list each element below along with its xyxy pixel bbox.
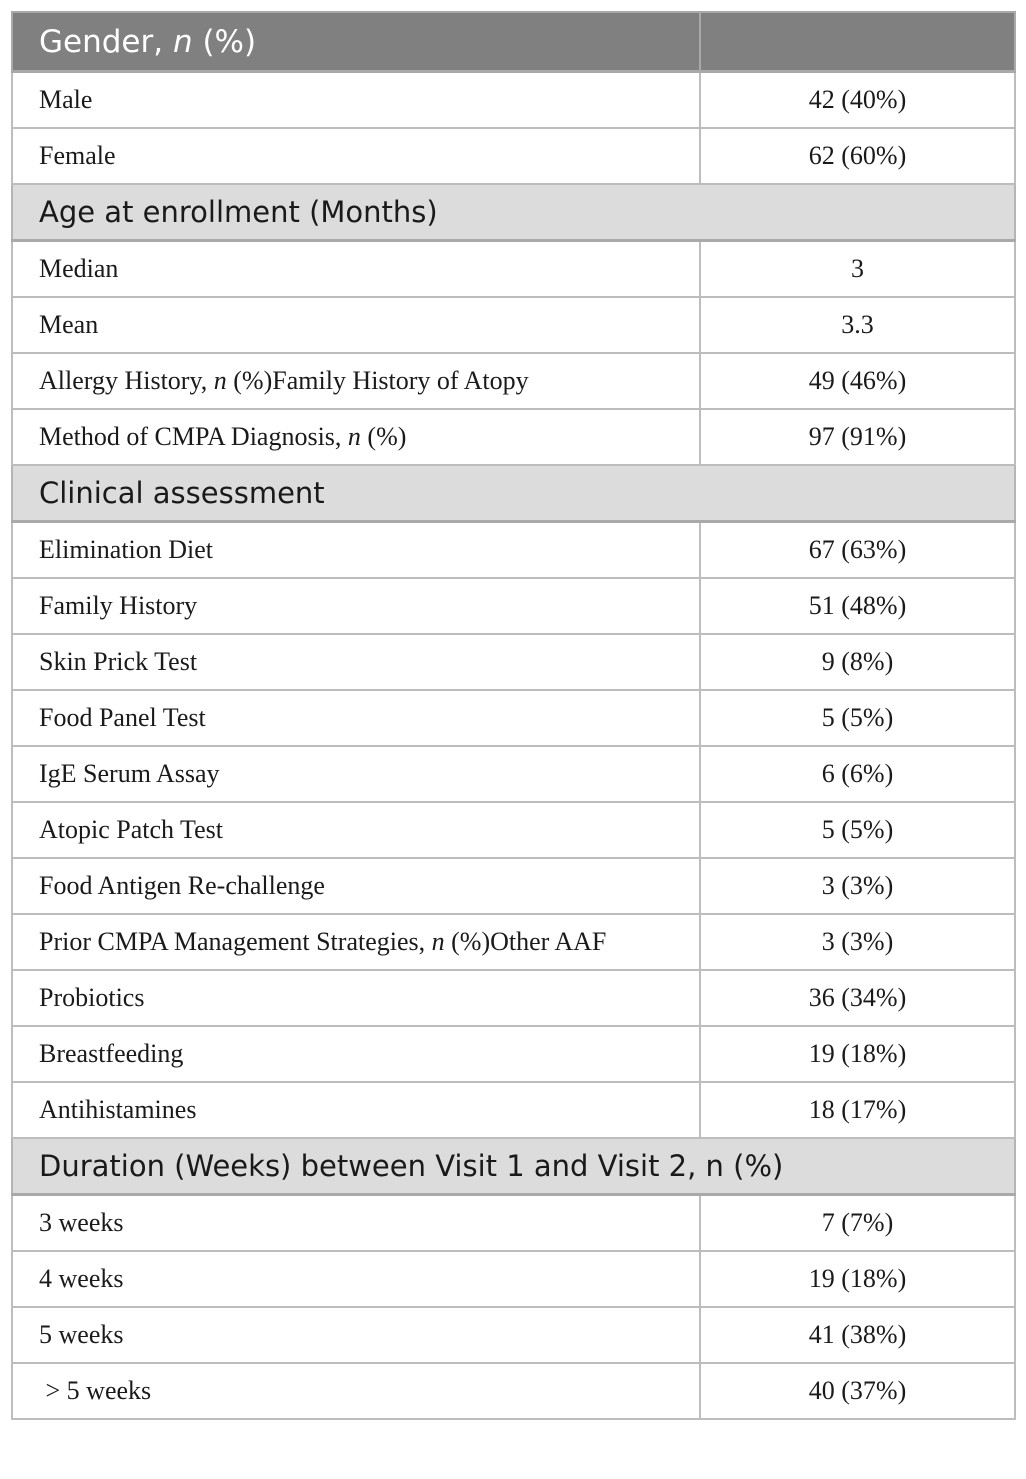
row-label-part: Allergy History,: [39, 366, 214, 395]
table-row: [12, 1026, 1015, 1082]
table-row: [12, 858, 1015, 914]
section-title: Age at enrollment (Months): [12, 184, 1015, 241]
table-row: [12, 1195, 1015, 1252]
header-label-cell: [12, 12, 700, 72]
row-value: 9 (8%): [700, 634, 1015, 690]
row-label-n: n: [213, 366, 227, 395]
table-row: [12, 970, 1015, 1026]
table-row: [12, 409, 1015, 465]
row-value: 3 (3%): [700, 914, 1015, 970]
header-label-prefix: Gender,: [39, 23, 173, 60]
row-label-n: n: [347, 422, 361, 451]
row-value: 18 (17%): [700, 1082, 1015, 1138]
header-value-cell: [700, 12, 1015, 72]
row-label: Antihistamines: [12, 1082, 700, 1138]
section-title: Clinical assessment: [12, 465, 1015, 522]
row-label: 4 weeks: [12, 1251, 700, 1307]
row-label: Elimination Diet: [12, 522, 700, 579]
row-value: 41 (38%): [700, 1307, 1015, 1363]
row-value: 51 (48%): [700, 578, 1015, 634]
row-value: 97 (91%): [700, 409, 1015, 465]
demographics-table-container: [11, 11, 1014, 1420]
table-row: [12, 914, 1015, 970]
row-label-part: Prior CMPA Management Strategies,: [39, 927, 432, 956]
row-label: [12, 353, 700, 409]
demographics-table: [11, 11, 1016, 1420]
row-label: Male: [12, 72, 700, 129]
row-value: 49 (46%): [700, 353, 1015, 409]
row-label: Breastfeeding: [12, 1026, 700, 1082]
row-value: 19 (18%): [700, 1026, 1015, 1082]
section-header-duration: [12, 1138, 1015, 1195]
row-value: 40 (37%): [700, 1363, 1015, 1419]
row-label: Female: [12, 128, 700, 184]
table-row: [12, 578, 1015, 634]
row-value: 36 (34%): [700, 970, 1015, 1026]
table-row: [12, 634, 1015, 690]
row-label: Food Panel Test: [12, 690, 700, 746]
row-label: Probiotics: [12, 970, 700, 1026]
row-value: 67 (63%): [700, 522, 1015, 579]
row-value: 7 (7%): [700, 1195, 1015, 1252]
table-row: [12, 690, 1015, 746]
section-header-age: [12, 184, 1015, 241]
row-label-n: n: [431, 927, 445, 956]
row-value: 19 (18%): [700, 1251, 1015, 1307]
row-label: 5 weeks: [12, 1307, 700, 1363]
header-label-suffix: (%): [192, 23, 257, 60]
row-label-part: (%): [360, 422, 407, 451]
row-label: Mean: [12, 297, 700, 353]
row-value: 3 (3%): [700, 858, 1015, 914]
table-row: [12, 1363, 1015, 1419]
row-value: 6 (6%): [700, 746, 1015, 802]
table-row: [12, 1251, 1015, 1307]
row-label: [12, 914, 700, 970]
table-row: [12, 353, 1015, 409]
table-row: [12, 241, 1015, 298]
row-label: > 5 weeks: [12, 1363, 700, 1419]
table-row: [12, 72, 1015, 129]
table-row: [12, 1307, 1015, 1363]
section-header-clinical: [12, 465, 1015, 522]
row-label-part: (%)Other AAF: [444, 927, 607, 956]
table-row: [12, 746, 1015, 802]
table-row: [12, 522, 1015, 579]
table-row: [12, 1082, 1015, 1138]
section-title: Duration (Weeks) between Visit 1 and Visit 2, n (%): [12, 1138, 1015, 1195]
table-header-row: [12, 12, 1015, 72]
row-value: 5 (5%): [700, 690, 1015, 746]
row-value: 5 (5%): [700, 802, 1015, 858]
row-label: Food Antigen Re-challenge: [12, 858, 700, 914]
row-value: 42 (40%): [700, 72, 1015, 129]
table-row: [12, 297, 1015, 353]
row-label: Skin Prick Test: [12, 634, 700, 690]
table-row: [12, 128, 1015, 184]
table-row: [12, 802, 1015, 858]
row-label: [12, 409, 700, 465]
row-label: Median: [12, 241, 700, 298]
row-label-part: Method of CMPA Diagnosis,: [39, 422, 348, 451]
header-label-n: n: [172, 23, 193, 60]
row-label: 3 weeks: [12, 1195, 700, 1252]
row-value: 62 (60%): [700, 128, 1015, 184]
row-label: IgE Serum Assay: [12, 746, 700, 802]
row-value: 3.3: [700, 297, 1015, 353]
row-label-part: (%)Family History of Atopy: [226, 366, 529, 395]
row-label: Atopic Patch Test: [12, 802, 700, 858]
row-value: 3: [700, 241, 1015, 298]
row-label: Family History: [12, 578, 700, 634]
